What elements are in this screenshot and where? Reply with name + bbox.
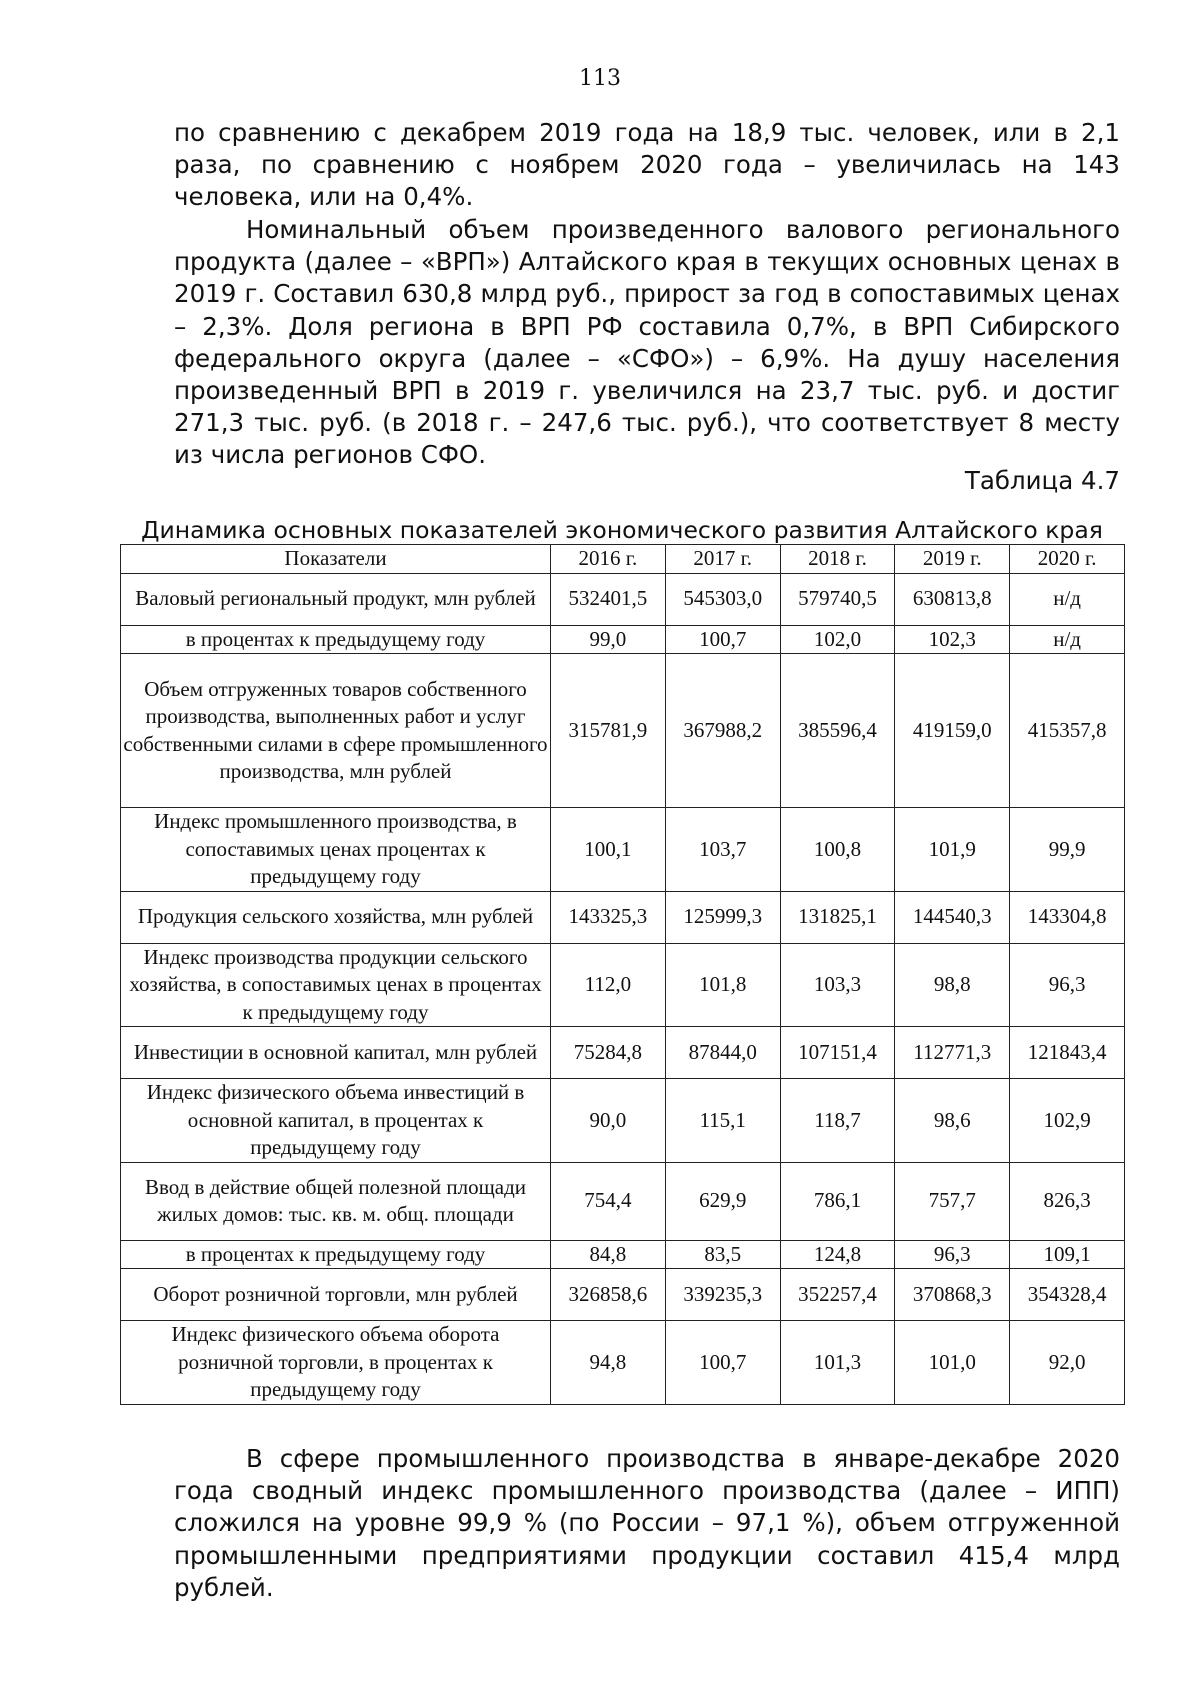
table-row: [121, 1162, 1125, 1240]
indicator-value: 326858,6: [551, 1269, 666, 1321]
table-row: [121, 1079, 1125, 1163]
indicator-value: 100,7: [665, 1321, 780, 1405]
indicator-value: 579740,5: [780, 573, 895, 625]
indicator-name: Индекс промышленного производства, в сопоставимых ценах процентах к предыдущему году: [121, 808, 551, 892]
indicator-value: 124,8: [780, 1240, 895, 1269]
indicator-value: 354328,4: [1010, 1269, 1125, 1321]
indicator-value: 101,8: [665, 943, 780, 1027]
table-row: [121, 1027, 1125, 1079]
indicator-value: 385596,4: [780, 654, 895, 808]
indicator-name: в процентах к предыдущему году: [121, 625, 551, 654]
indicator-value: 826,3: [1010, 1162, 1125, 1240]
header-indicator: Показатели: [121, 545, 551, 574]
indicator-value: 103,3: [780, 943, 895, 1027]
indicator-value: 100,8: [780, 808, 895, 892]
header-year: 2019 г.: [895, 545, 1010, 574]
table-row: [121, 1269, 1125, 1321]
indicator-name: Оборот розничной торговли, млн рублей: [121, 1269, 551, 1321]
indicator-value: 102,3: [895, 625, 1010, 654]
table-row: [121, 808, 1125, 892]
indicator-value: 101,9: [895, 808, 1010, 892]
indicator-value: 101,3: [780, 1321, 895, 1405]
paragraph-industry: В сфере промышленного производства в январе-декабре 2020 года сводный индекс промышленного производства (далее – ИПП) сложился на уровне 99,9 % (по России – 97,1 %), объем отгруженной промышленными предприятиями продукции составил 415,4 млрд рублей.: [174, 1444, 1120, 1602]
indicator-value: 419159,0: [895, 654, 1010, 808]
indicator-value: 99,9: [1010, 808, 1125, 892]
header-year: 2017 г.: [665, 545, 780, 574]
page-number: 113: [579, 66, 621, 91]
indicator-value: 545303,0: [665, 573, 780, 625]
indicator-name: Объем отгруженных товаров собственного производства, выполненных работ и услуг собственными силами в сфере промышленного производства, млн рублей: [121, 654, 551, 808]
indicator-value: 84,8: [551, 1240, 666, 1269]
header-year: 2018 г.: [780, 545, 895, 574]
indicator-value: 103,7: [665, 808, 780, 892]
header-year: 2016 г.: [551, 545, 666, 574]
indicator-value: 415357,8: [1010, 654, 1125, 808]
indicator-value: 102,0: [780, 625, 895, 654]
indicator-value: н/д: [1010, 573, 1125, 625]
table-row: [121, 943, 1125, 1027]
indicator-value: 118,7: [780, 1079, 895, 1163]
indicator-value: 101,0: [895, 1321, 1010, 1405]
indicator-name: Индекс физического объема оборота розничной торговли, в процентах к предыдущему году: [121, 1321, 551, 1405]
indicator-value: 109,1: [1010, 1240, 1125, 1269]
indicator-value: 352257,4: [780, 1269, 895, 1321]
indicator-value: н/д: [1010, 625, 1125, 654]
indicator-value: 315781,9: [551, 654, 666, 808]
indicator-value: 629,9: [665, 1162, 780, 1240]
indicator-value: 630813,8: [895, 573, 1010, 625]
indicator-name: Индекс физического объема инвестиций в основной капитал, в процентах к предыдущему году: [121, 1079, 551, 1163]
indicator-value: 131825,1: [780, 891, 895, 943]
table-title: Динамика основных показателей экономического развития Алтайского края: [141, 516, 1103, 544]
indicator-value: 532401,5: [551, 573, 666, 625]
indicator-value: 96,3: [1010, 943, 1125, 1027]
indicator-name: в процентах к предыдущему году: [121, 1240, 551, 1269]
indicator-name: Инвестиции в основной капитал, млн рублей: [121, 1027, 551, 1079]
indicator-value: 87844,0: [665, 1027, 780, 1079]
indicator-value: 83,5: [665, 1240, 780, 1269]
indicator-value: 112771,3: [895, 1027, 1010, 1079]
indicator-value: 98,8: [895, 943, 1010, 1027]
indicator-value: 754,4: [551, 1162, 666, 1240]
indicator-value: 90,0: [551, 1079, 666, 1163]
indicator-value: 144540,3: [895, 891, 1010, 943]
indicator-value: 100,1: [551, 808, 666, 892]
indicator-name: Продукция сельского хозяйства, млн рублей: [121, 891, 551, 943]
indicator-value: 100,7: [665, 625, 780, 654]
table-row: [121, 891, 1125, 943]
indicator-value: 75284,8: [551, 1027, 666, 1079]
paragraph-intro: по сравнению с декабрем 2019 года на 18,9 тыс. человек, или в 2,1 раза, по сравнению с ноябрем 2020 года – увеличилась на 143 человека, или на 0,4%.: [174, 118, 1120, 212]
indicators-table: [120, 544, 1125, 1405]
paragraph-grp: Номинальный объем произведенного валового регионального продукта (далее – «ВРП») Алтайского края в текущих основных ценах в 2019 г. Составил 630,8 млрд руб., прирост за год в сопоставимых ценах – 2,3%. Доля региона в ВРП РФ составила 0,7%, в ВРП Сибирского федерального округа (далее – «СФО») – 6,9%. На душу населения произведенный ВРП в 2019 г. увеличился на 23,7 тыс. руб. и достиг 271,3 тыс. руб. (в 2018 г. – 247,6 тыс. руб.), что соответствует 8 месту из числа регионов СФО.: [174, 215, 1120, 470]
header-year: 2020 г.: [1010, 545, 1125, 574]
indicator-value: 102,9: [1010, 1079, 1125, 1163]
indicator-name: Индекс производства продукции сельского хозяйства, в сопоставимых ценах в процентах к предыдущему году: [121, 943, 551, 1027]
indicator-value: 143304,8: [1010, 891, 1125, 943]
table-row: [121, 1240, 1125, 1269]
indicator-value: 112,0: [551, 943, 666, 1027]
indicator-value: 107151,4: [780, 1027, 895, 1079]
indicator-value: 96,3: [895, 1240, 1010, 1269]
indicator-value: 92,0: [1010, 1321, 1125, 1405]
table-row: [121, 654, 1125, 808]
indicator-value: 99,0: [551, 625, 666, 654]
indicator-value: 98,6: [895, 1079, 1010, 1163]
indicator-value: 367988,2: [665, 654, 780, 808]
indicator-value: 786,1: [780, 1162, 895, 1240]
indicator-value: 125999,3: [665, 891, 780, 943]
indicator-value: 370868,3: [895, 1269, 1010, 1321]
indicator-name: Ввод в действие общей полезной площади жилых домов: тыс. кв. м. общ. площади: [121, 1162, 551, 1240]
table-header-row: [121, 545, 1125, 574]
indicator-value: 94,8: [551, 1321, 666, 1405]
indicator-value: 115,1: [665, 1079, 780, 1163]
indicator-value: 339235,3: [665, 1269, 780, 1321]
indicator-value: 121843,4: [1010, 1027, 1125, 1079]
indicator-name: Валовый региональный продукт, млн рублей: [121, 573, 551, 625]
table-row: [121, 573, 1125, 625]
table-label: Таблица 4.7: [964, 466, 1120, 495]
indicator-value: 757,7: [895, 1162, 1010, 1240]
table-row: [121, 625, 1125, 654]
indicator-value: 143325,3: [551, 891, 666, 943]
table-row: [121, 1321, 1125, 1405]
